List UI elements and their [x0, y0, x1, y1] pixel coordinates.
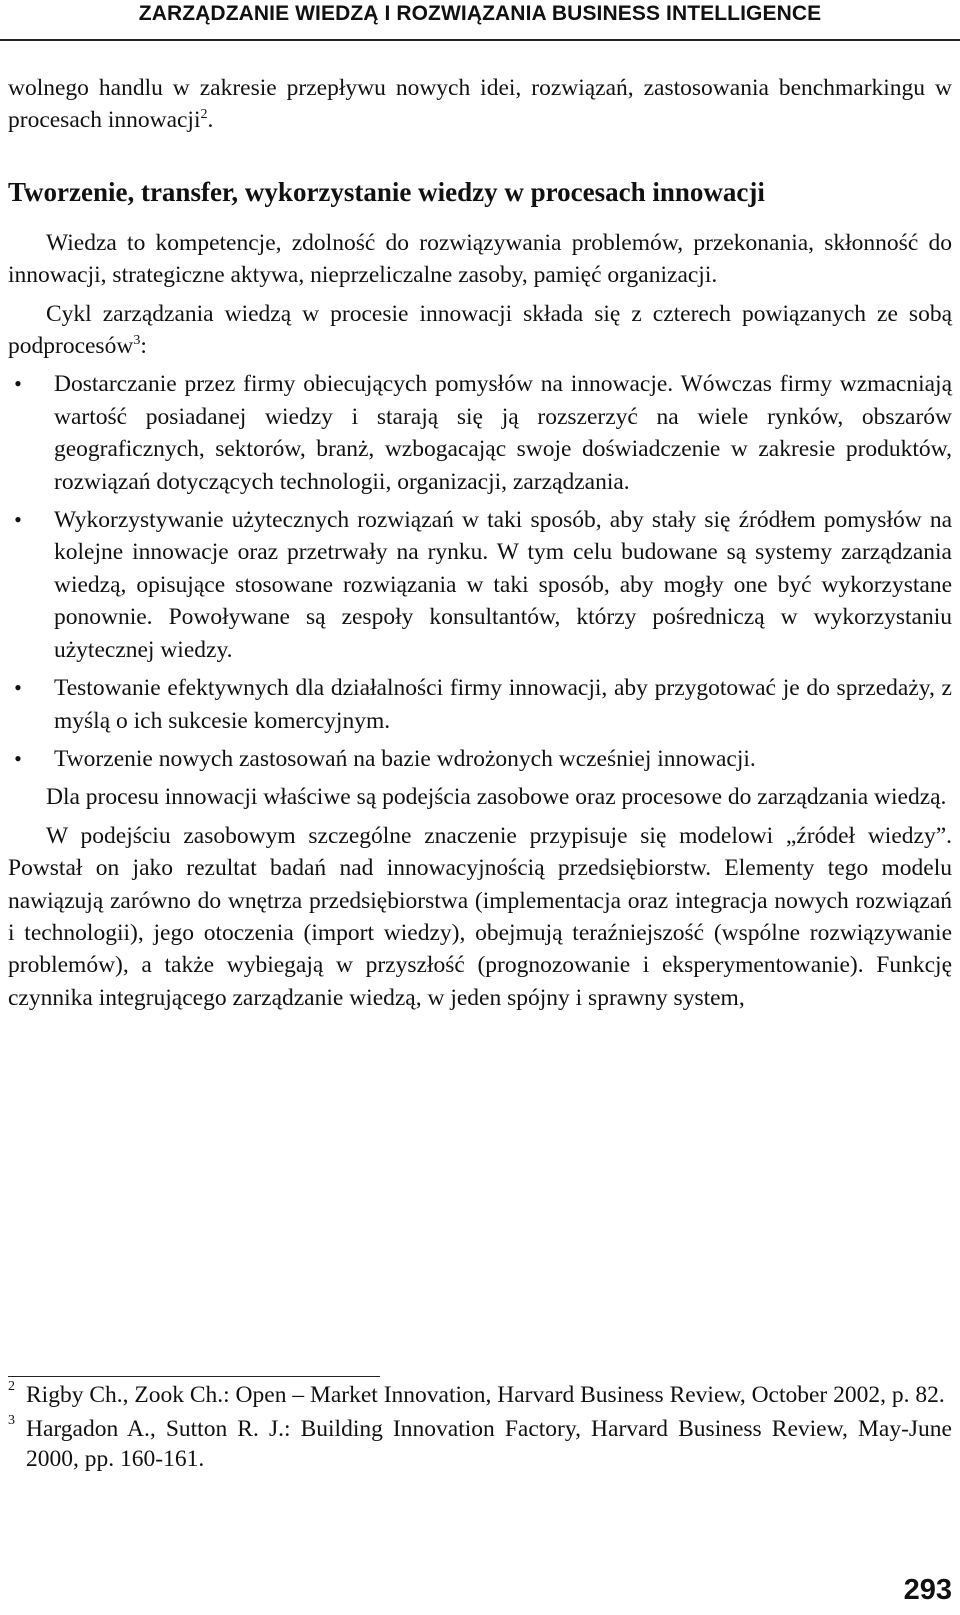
bullet-icon: •: [14, 371, 22, 397]
list-item-text: Tworzenie nowych zastosowań na bazie wdrożonych wcześniej innowacji.: [54, 745, 756, 772]
paragraph-cycle: [8, 298, 952, 363]
running-header-title: ZARZĄDZANIE WIEDZĄ I ROZWIĄZANIA BUSINESS INTELLIGENCE: [138, 2, 822, 25]
bullet-icon: •: [14, 675, 22, 701]
footnote-divider: [8, 1376, 380, 1377]
intro-punctuation: .: [207, 107, 214, 134]
footnotes: [8, 1380, 952, 1478]
list-item-text: Wykorzystywanie użytecznych rozwiązań w taki sposób, aby stały się źródłem pomysłów na kolejne innowacje oraz przetrwały na rynku. W tym celu budowane są systemy zarządzania wiedzą, opisujące stosowane rozwiązania w taki sposób, aby mogły one być wykorzystane ponownie. Powoływane są zespoły konsultantów, którzy pośredniczą w wykorzystaniu użytecznej wiedzy.: [54, 507, 952, 663]
footnote-text: Rigby Ch., Zook Ch.: Open – Market Innovation, Harvard Business Review, October 2002, p. 82.: [26, 1382, 945, 1408]
footnote-2: [8, 1380, 952, 1410]
list-item: [8, 743, 952, 775]
subprocess-list: [8, 368, 952, 775]
bullet-icon: •: [14, 507, 22, 533]
footnote-number: 3: [8, 1413, 15, 1428]
paragraph-approaches: Dla procesu innowacji właściwe są podejścia zasobowe oraz procesowe do zarządzania wiedzą.: [46, 784, 947, 811]
list-item: [8, 368, 952, 498]
running-header: [0, 0, 960, 41]
footnote-ref-2[interactable]: 2: [200, 107, 208, 123]
body-text: [8, 72, 952, 1014]
list-item-text: Dostarczanie przez firmy obiecujących pomysłów na innowacje. Wówczas firmy wzmacniają wartość posiadanej wiedzy i starają się ją rozszerzyć na wiele rynków, obszarów geograficznych, sektorów, branż, wzbogacając swoje doświadczenie w zakresie produktów, rozwiązań dotyczących technologii, organizacji, zarządzania.: [54, 371, 952, 495]
list-item-text: Testowanie efektywnych dla działalności firmy innowacji, aby przygotować je do sprzedaży, z myślą o ich sukcesie komercyjnym.: [54, 675, 952, 734]
footnote-3: [8, 1414, 952, 1474]
footnote-number: 2: [8, 1379, 15, 1394]
intro-paragraph: [8, 72, 952, 137]
bullet-icon: •: [14, 745, 22, 771]
paragraph-cycle-colon: :: [140, 333, 147, 360]
list-item: [8, 672, 952, 737]
footnote-text: Hargadon A., Sutton R. J.: Building Innovation Factory, Harvard Business Review, May-June 2000, pp. 160-161.: [26, 1416, 952, 1472]
paragraph-resource-approach: W podejściu zasobowym szczególne znaczenie przypisuje się modelowi „źródeł wiedzy”. Powstał on jako rezultat badań nad innowacyjnością przedsiębiorstw. Elementy tego modelu nawiązują zarówno do wnętrza przedsiębiorstwa (implementacja oraz integracja nowych rozwiązań i technologii), jego otoczenia (import wiedzy), obejmują teraźniejszość (wspólne rozwiązywanie problemów), a także wybiegają w przyszłość (prognozowanie i eksperymentowanie). Funkcję czynnika integrującego zarządzanie wiedzą, w jeden spójny i sprawny system,: [8, 822, 952, 1011]
footnote-ref-3[interactable]: 3: [133, 333, 141, 349]
paragraph-cycle-text: Cykl zarządzania wiedzą w procesie innowacji składa się z czterech powiązanych ze sobą podprocesów: [8, 300, 952, 360]
spacer: [8, 137, 952, 171]
page-number: 293: [903, 1574, 952, 1606]
intro-text: wolnego handlu w zakresie przepływu nowych idei, rozwiązań, zastosowania benchmarkingu w procesach innowacji: [8, 75, 952, 134]
section-heading: Tworzenie, transfer, wykorzystanie wiedzy w procesach innowacji: [8, 176, 765, 207]
list-item: [8, 504, 952, 666]
paragraph-definition: Wiedza to kompetencje, zdolność do rozwiązywania problemów, przekonania, skłonność do innowacji, strategiczne aktywa, nieprzeliczalne zasoby, pamięć organizacji.: [8, 229, 952, 289]
